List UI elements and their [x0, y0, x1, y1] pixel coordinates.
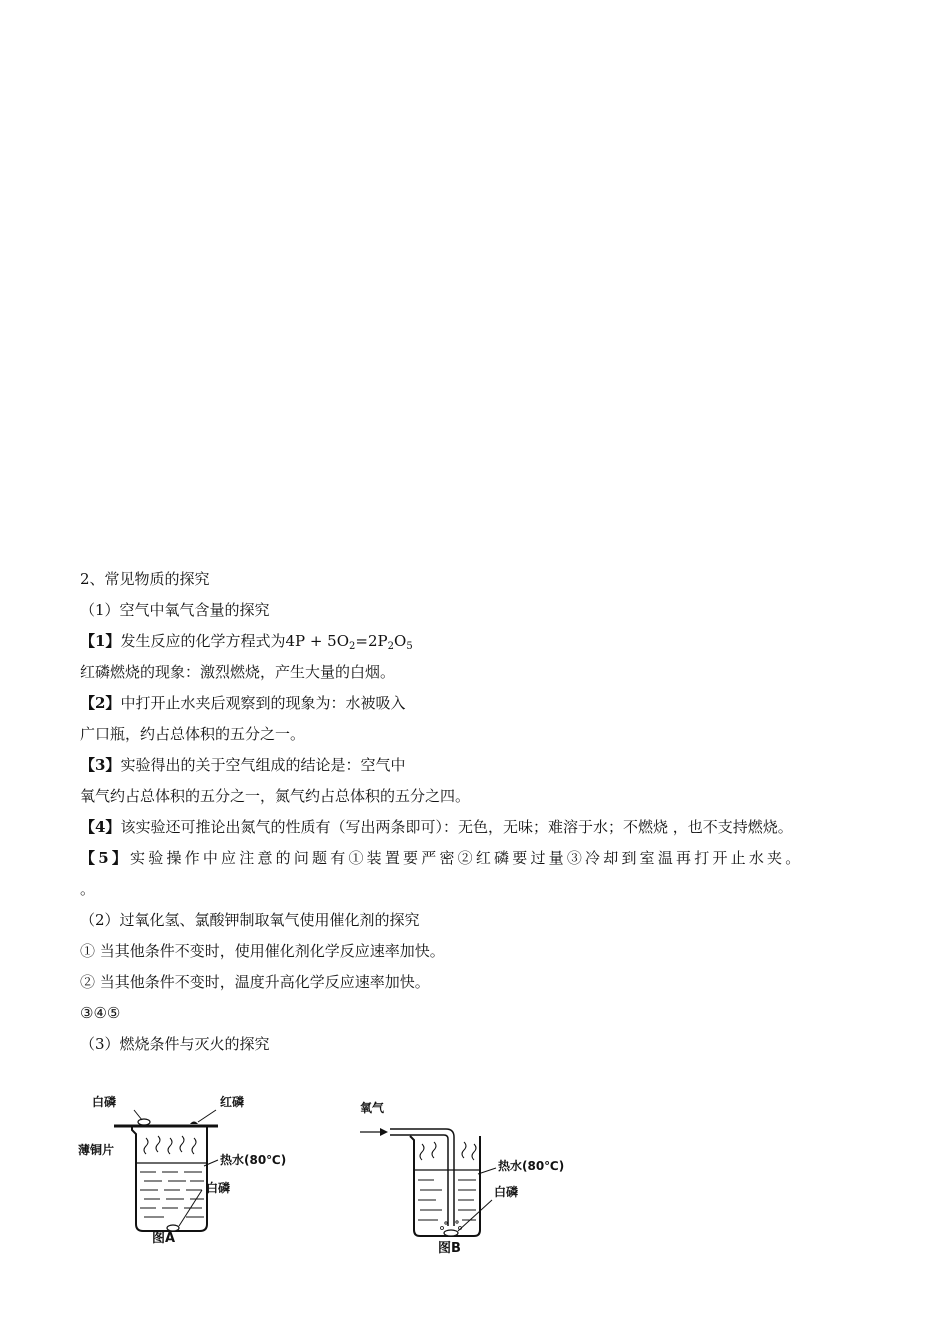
white-phosphorus-top: [138, 1119, 150, 1125]
conclusion-2: ② 当其他条件不变时，温度升高化学反应速率加快。: [80, 973, 430, 991]
question-1-text: 发生反应的化学方程式为4P + 5O: [120, 632, 350, 650]
white-phosphorus: [444, 1230, 458, 1236]
water-hatch: [140, 1172, 204, 1217]
question-2-text: 中打开止水夹后观察到的现象为：水被吸入: [120, 694, 406, 712]
label-hot-water: 热水(80℃): [220, 1153, 287, 1167]
label-white-phosphorus-top: 白磷: [92, 1095, 117, 1109]
question-5-continuation: 。: [80, 880, 96, 898]
figure-b: [358, 1088, 578, 1256]
water-hatch: [418, 1180, 476, 1220]
question-1: [80, 626, 880, 657]
subscript: 2: [387, 641, 394, 652]
label-hot-water: 热水(80℃): [498, 1159, 565, 1173]
question-5: [80, 843, 880, 874]
question-1-continuation: 红磷燃烧的现象：激烈燃烧，产生大量的白烟。: [80, 663, 396, 681]
question-3-tag: 【3】: [80, 756, 121, 774]
equation-part: =2P: [355, 632, 388, 650]
question-2-tag: 【2】: [80, 694, 121, 712]
leader-line: [458, 1200, 492, 1231]
conclusion-3: ③④⑤: [80, 1004, 121, 1022]
question-3-text: 实验得出的关于空气组成的结论是：空气中: [120, 756, 406, 774]
caption-figure-a: 图A: [152, 1231, 176, 1246]
subsection-3-title: （3）燃烧条件与灭火的探究: [80, 1035, 270, 1053]
question-5-text: 实验操作中应注意的问题有①装置要严密②红磷要过量③冷却到室温再打开止水夹。: [130, 849, 804, 867]
subscript: 2: [349, 641, 356, 652]
question-2: [80, 688, 880, 719]
leader-line: [198, 1110, 216, 1122]
label-white-phosphorus-bottom: 白磷: [206, 1181, 231, 1195]
label-white-phosphorus: 白磷: [494, 1185, 519, 1199]
section-title: 2、常见物质的探究: [80, 570, 210, 588]
question-1-tag: 【1】: [80, 632, 121, 650]
leader-line: [134, 1110, 142, 1120]
question-3: [80, 750, 880, 781]
subscript: 5: [406, 641, 413, 652]
label-copper-sheet: 薄铜片: [78, 1143, 115, 1157]
bubbles: [441, 1221, 462, 1230]
steam-lines: [144, 1136, 196, 1154]
arrow-head: [380, 1128, 388, 1136]
caption-figure-b: 图B: [438, 1241, 461, 1256]
subsection-2-title: （2）过氧化氢、氯酸钾制取氧气使用催化剂的探究: [80, 911, 420, 929]
question-3-continuation: 氧气约占总体积的五分之一，氮气约占总体积的五分之四。: [80, 787, 471, 805]
question-4-text: 该实验还可推论出氮气的性质有（写出两条即可）：无色，无味；难溶于水；不燃烧 ，也不支持燃烧。: [120, 818, 793, 836]
equation-part: O: [394, 632, 407, 650]
question-2-continuation: 广口瓶，约占总体积的五分之一。: [80, 725, 306, 743]
document-body: [80, 564, 880, 1060]
question-4: [80, 812, 880, 843]
glass-tube: [390, 1129, 454, 1226]
label-red-phosphorus: 红磷: [220, 1095, 245, 1109]
label-oxygen: 氧气: [360, 1101, 385, 1115]
red-phosphorus: [190, 1122, 198, 1125]
figure-a: [78, 1088, 298, 1248]
question-4-tag: 【4】: [80, 818, 121, 836]
conclusion-1: ① 当其他条件不变时，使用催化剂化学反应速率加快。: [80, 942, 445, 960]
subsection-1-title: （1）空气中氧气含量的探究: [80, 601, 270, 619]
question-5-tag: 【5】: [80, 849, 131, 867]
